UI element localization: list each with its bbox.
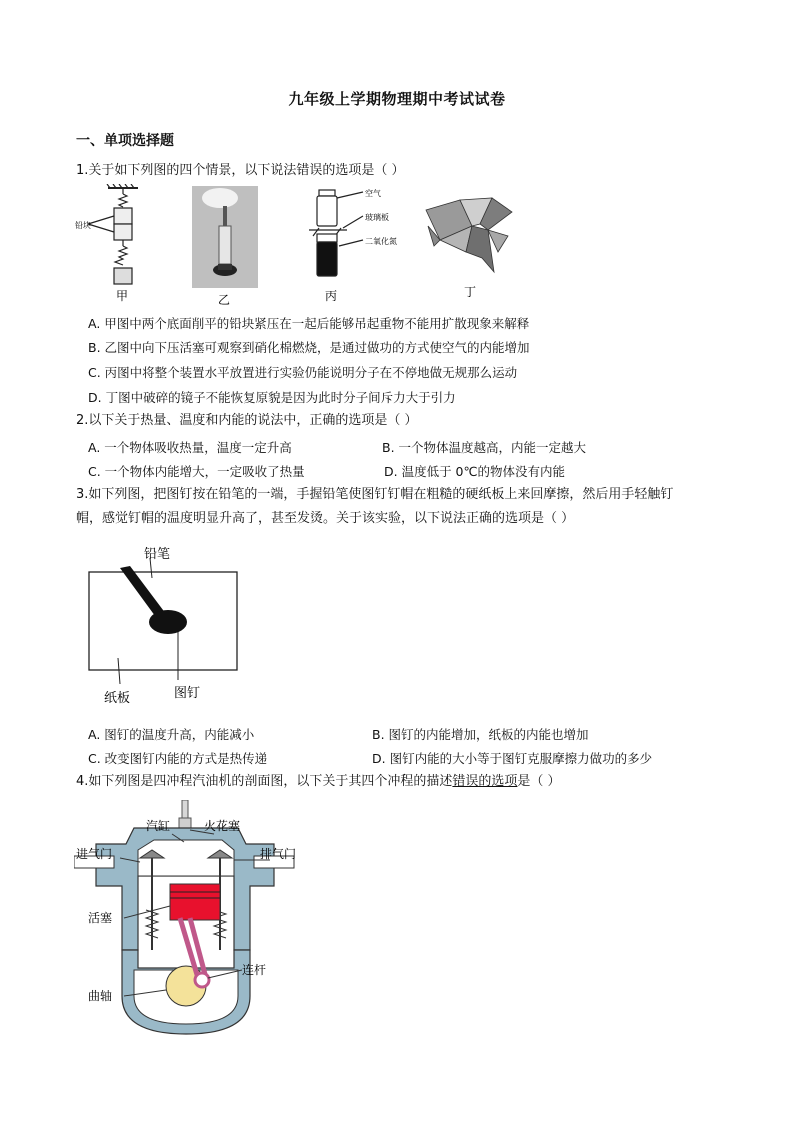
q2-option-c[interactable]: C. 一个物体内能增大，一定吸收了热量 xyxy=(88,464,305,479)
question-4-stem xyxy=(76,774,561,790)
q1-figure-jia xyxy=(74,184,164,304)
q1-bing-glass: 玻璃板 xyxy=(365,213,389,222)
q3-option-c[interactable]: C. 改变图钉内能的方式是热传递 xyxy=(88,751,268,766)
section-heading: 一、单项选择题 xyxy=(76,133,174,149)
question-3-stem-line1: 3.如下列图，把图钉按在铅笔的一端，手握铅笔使图钉钉帽在粗糙的硬纸板上来回摩擦，然后用手轻触钉 xyxy=(76,487,674,502)
q1-option-a[interactable]: A. 甲图中两个底面削平的铅块紧压在一起后能够吊起重物不能用扩散现象来解释 xyxy=(88,316,530,331)
q1-bing-air: 空气 xyxy=(365,189,381,198)
q4-label-intake: 进气门 xyxy=(76,847,113,861)
q4-label-exhaust: 排气门 xyxy=(260,847,297,861)
q4-label-spark-plug: 火花塞 xyxy=(204,819,241,833)
q1-figure-bing xyxy=(305,186,425,306)
q1-figure-yi xyxy=(190,186,262,308)
q3-board-label: 纸板 xyxy=(104,691,131,706)
q1-jia-label: 铅块 xyxy=(75,221,91,230)
q1-label-yi: 乙 xyxy=(218,293,231,307)
q3-option-a[interactable]: A. 图钉的温度升高，内能减小 xyxy=(88,727,255,742)
question-3-stem-line2: 帽，感觉钉帽的温度明显升高了，甚至发烫。关于该实验，以下说法正确的选项是（ ） xyxy=(76,511,575,526)
q1-label-jia: 甲 xyxy=(116,289,129,303)
q3-option-d[interactable]: D. 图钉内能的大小等于图钉克服摩擦力做功的多少 xyxy=(372,751,653,766)
q4-label-cylinder: 汽缸 xyxy=(146,819,171,833)
q4-engine-figure xyxy=(74,800,314,1040)
q4-label-crankshaft: 曲轴 xyxy=(88,989,113,1003)
q2-option-b[interactable]: B. 一个物体温度越高，内能一定越大 xyxy=(382,440,587,455)
question-1-stem: 1.关于如下列图的四个情景，以下说法错误的选项是（ ） xyxy=(76,163,405,178)
q4-stem-underlined: 错误的选项 xyxy=(452,774,518,789)
q1-label-bing: 丙 xyxy=(325,289,338,303)
q1-label-ding: 丁 xyxy=(464,285,477,299)
q1-figure-ding xyxy=(420,196,520,304)
q3-figure xyxy=(86,540,246,710)
q4-label-rod: 连杆 xyxy=(242,963,267,977)
q1-option-c[interactable]: C. 丙图中将整个装置水平放置进行实验仍能说明分子在不停地做无规那么运动 xyxy=(88,365,518,380)
q3-option-b[interactable]: B. 图钉的内能增加，纸板的内能也增加 xyxy=(372,727,589,742)
q4-stem-before: 4.如下列图是四冲程汽油机的剖面图，以下关于其四个冲程的描述 xyxy=(76,774,453,789)
q3-pencil-label: 铅笔 xyxy=(144,547,171,562)
q2-option-a[interactable]: A. 一个物体吸收热量，温度一定升高 xyxy=(88,440,292,455)
q4-stem-after: 是（ ） xyxy=(517,774,561,789)
q1-option-d[interactable]: D. 丁图中破碎的镜子不能恢复原貌是因为此时分子间斥力大于引力 xyxy=(88,390,456,405)
q1-option-b[interactable]: B. 乙图中向下压活塞可观察到硝化棉燃烧，是通过做功的方式使空气的内能增加 xyxy=(88,340,530,355)
q4-label-piston: 活塞 xyxy=(88,911,113,925)
q3-pin-label: 图钉 xyxy=(174,686,201,701)
q1-bing-no2: 二氧化氮 xyxy=(365,237,397,246)
question-2-stem: 2.以下关于热量、温度和内能的说法中，正确的选项是（ ） xyxy=(76,413,418,428)
q2-option-d[interactable]: D. 温度低于 0℃的物体没有内能 xyxy=(384,464,566,479)
page-title: 九年级上学期物理期中考试试卷 xyxy=(288,90,506,108)
